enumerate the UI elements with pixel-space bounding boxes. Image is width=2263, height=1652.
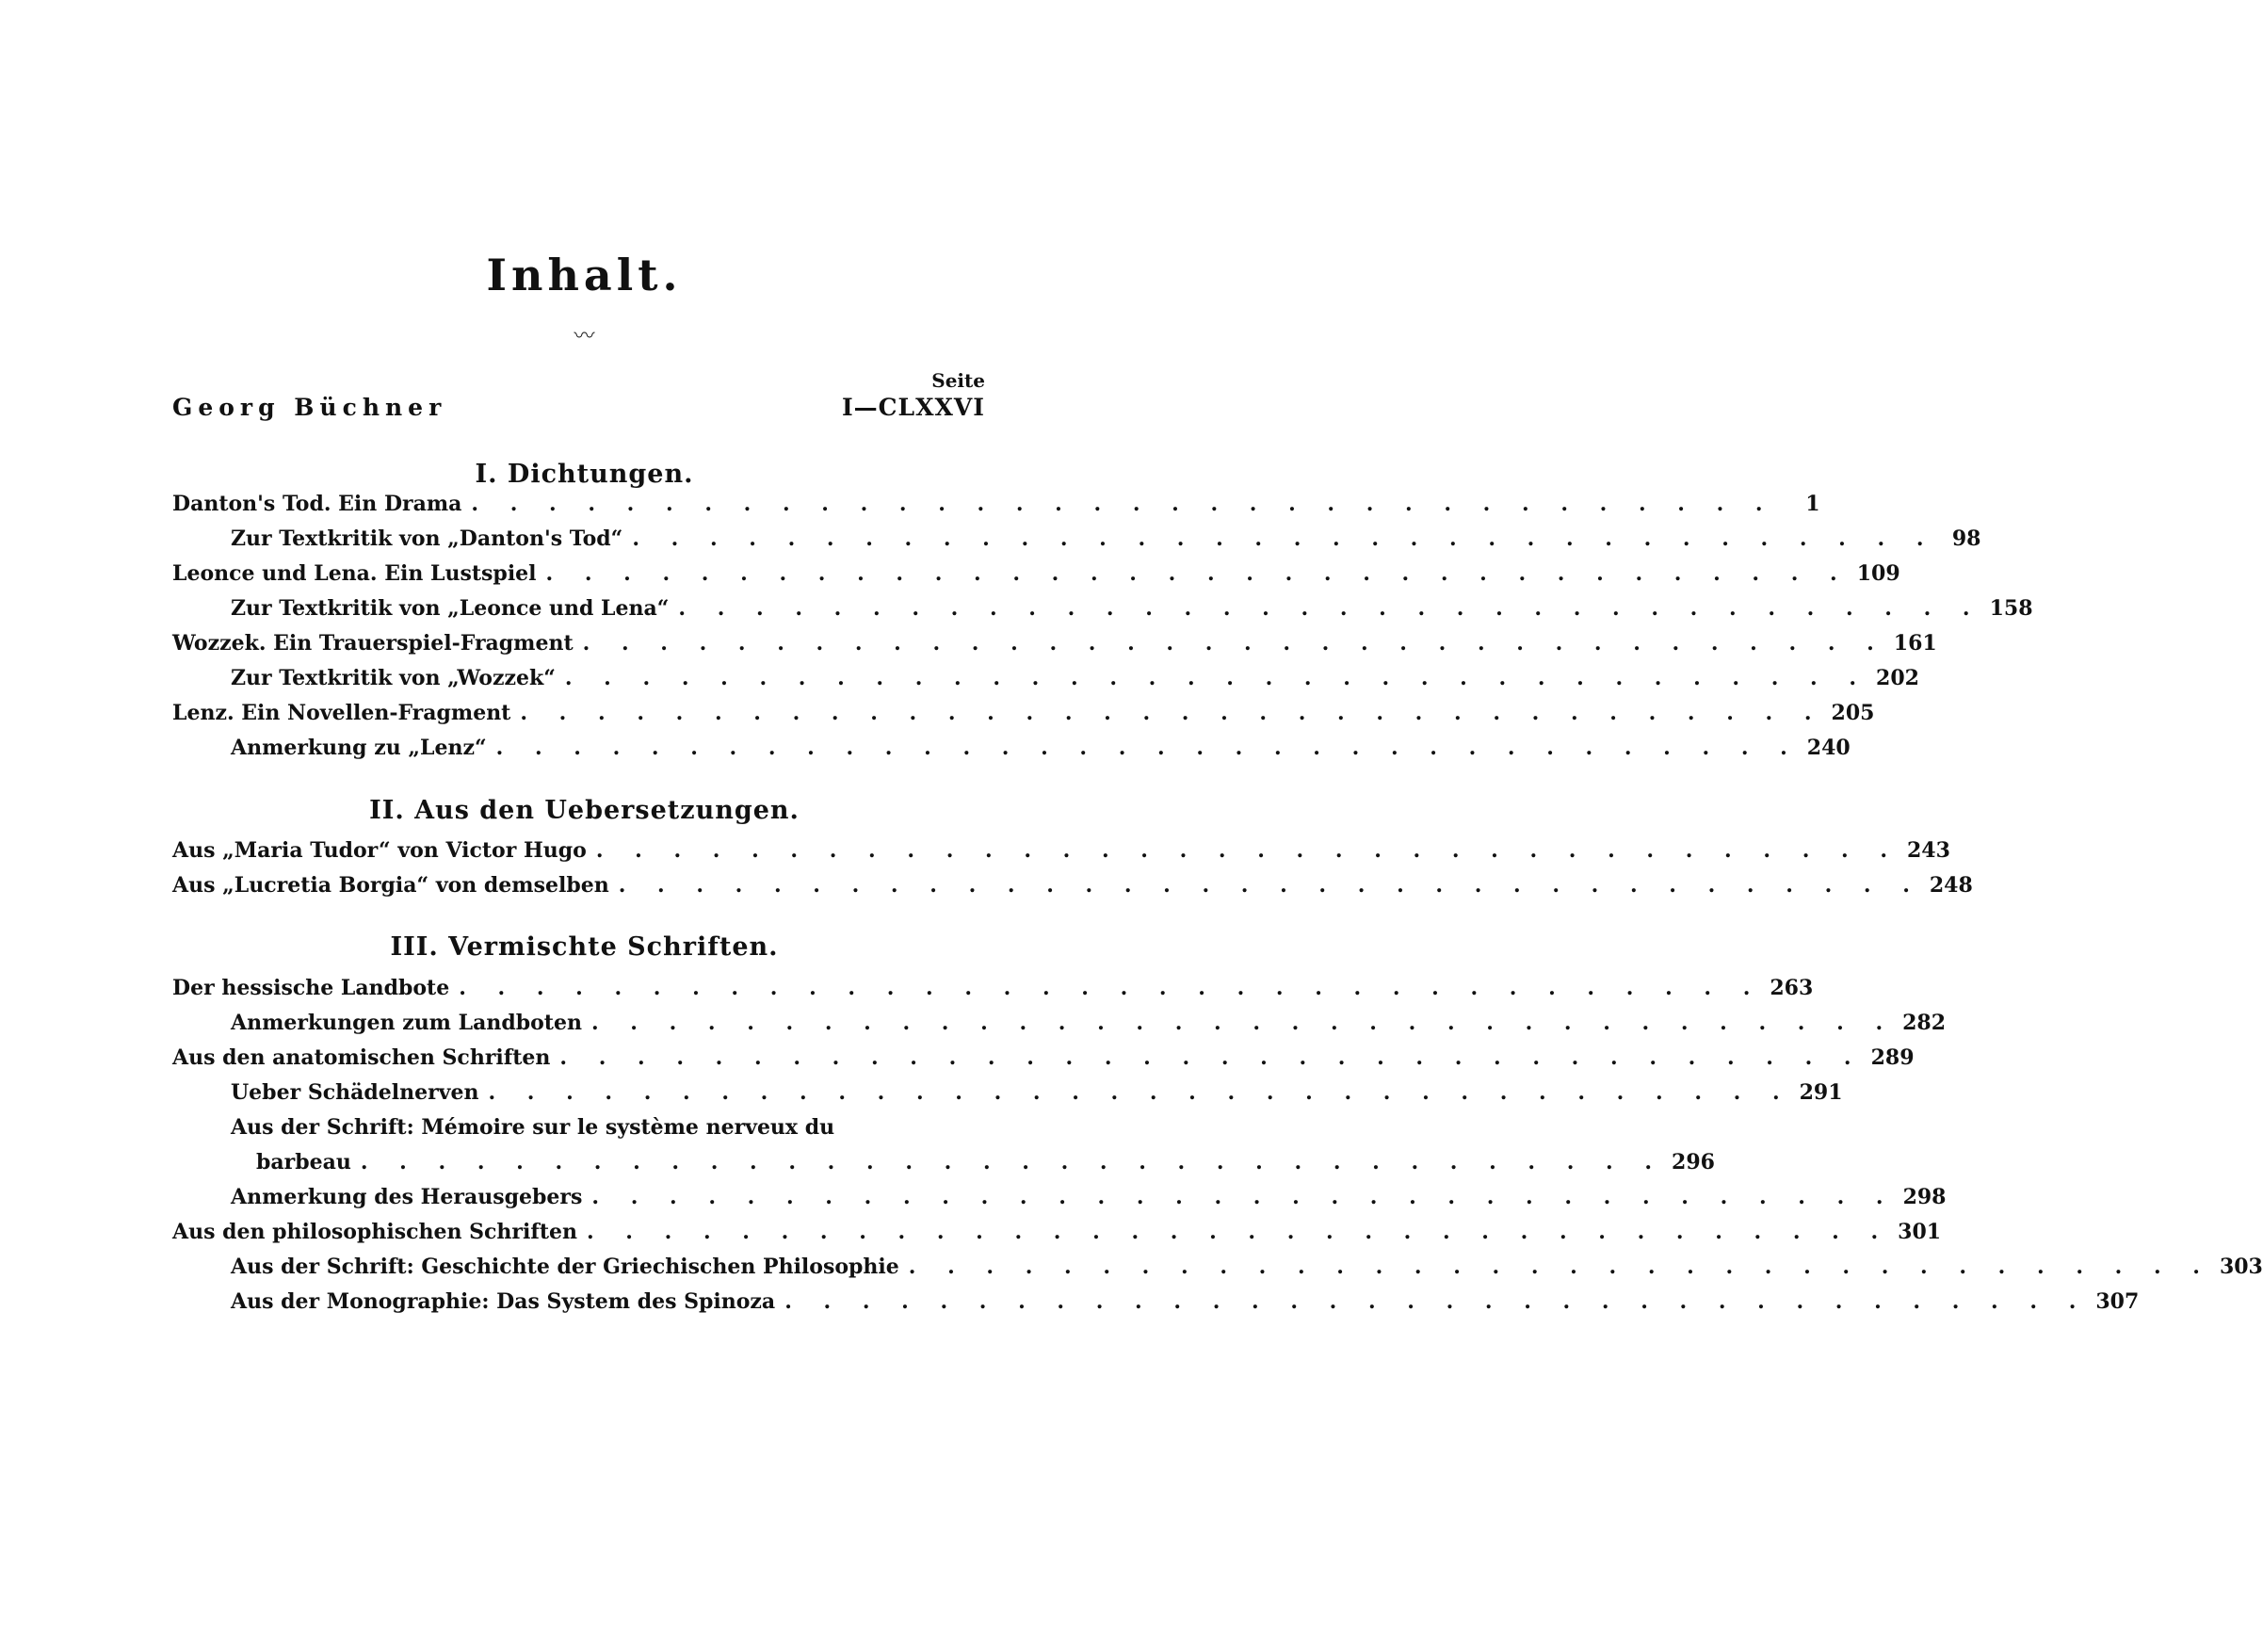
entry-title: Danton's Tod. Ein Drama bbox=[172, 492, 462, 516]
toc-entry bbox=[231, 736, 1851, 766]
leader-dots: . . . . . . . . . . . . . . . . . . . . . . . . . . . . . . . . . . bbox=[586, 1220, 1891, 1244]
entry-page: 303 bbox=[2219, 1255, 2263, 1279]
leader-dots: . . . . . . . . . . . . . . . . . . . . . . . . . . . . . . . . . . bbox=[590, 1011, 1896, 1035]
section-heading: I. Dichtungen. bbox=[475, 460, 694, 489]
toc-entry bbox=[172, 631, 1937, 661]
author-row bbox=[172, 394, 985, 421]
toc-entry bbox=[172, 838, 1950, 868]
leader-dots: . . . . . . . . . . . . . . . . . . . . . . . . . . . . . . . . . . bbox=[784, 1289, 2089, 1314]
leader-dots: . . . . . . . . . . . . . . . . . . . . . . . . . . . . . . . . . . bbox=[520, 701, 1824, 725]
toc-entry bbox=[172, 492, 1820, 522]
toc-entry bbox=[172, 701, 1875, 731]
leader-dots: . . . . . . . . . . . . . . . . . . . . . . . . . . . . . . . . . . bbox=[632, 526, 1936, 551]
section-heading: III. Vermischte Schriften. bbox=[390, 932, 779, 962]
author-name: Georg Büchner bbox=[172, 394, 447, 421]
toc-entry bbox=[256, 1150, 1715, 1180]
entry-page: 289 bbox=[1870, 1045, 1915, 1070]
toc-entry bbox=[172, 976, 1814, 1006]
entry-title-continuation: barbeau bbox=[256, 1150, 351, 1174]
leader-dots: . . . . . . . . . . . . . . . . . . . . . . . . . . . . . . . . . . bbox=[618, 873, 1922, 898]
entry-page: 202 bbox=[1876, 666, 1919, 690]
entry-page: 307 bbox=[2095, 1289, 2140, 1314]
entry-page: 291 bbox=[1799, 1080, 1843, 1105]
section-heading: II. Aus den Uebersetzungen. bbox=[369, 796, 800, 825]
entry-title: Zur Textkritik von „Wozzek“ bbox=[231, 666, 556, 690]
toc-entry bbox=[231, 1185, 1947, 1215]
leader-dots: . . . . . . . . . . . . . . . . . . . . . . . . . . . . . . . . . . bbox=[559, 1045, 1864, 1070]
leader-dots: . . . . . . . . . . . . . . . . . . . . . . . . . . . . . . . . . . bbox=[582, 631, 1886, 656]
leader-dots: . . . . . . . . . . . . . . . . . . . . . . . . . . . . . . . . . . bbox=[495, 736, 1800, 760]
entry-page: 301 bbox=[1898, 1220, 1942, 1244]
entry-page: 1 bbox=[1805, 492, 1820, 516]
toc-entry bbox=[231, 1255, 2263, 1285]
entry-title: Zur Textkritik von „Danton's Tod“ bbox=[231, 526, 623, 551]
entry-title: Lenz. Ein Novellen-Fragment bbox=[172, 701, 511, 725]
entry-title: Der hessische Landbote bbox=[172, 976, 450, 1000]
entry-page: 158 bbox=[1989, 596, 2033, 621]
leader-dots: . . . . . . . . . . . . . . . . . . . . . . . . . . . . . . . . . . bbox=[595, 838, 1899, 863]
entry-title-wrapped: Aus der Schrift: Mémoire sur le système nerveux du bbox=[231, 1115, 835, 1140]
ornament-divider: 〰 bbox=[574, 325, 595, 348]
toc-entry bbox=[231, 596, 2033, 626]
entry-page: 298 bbox=[1902, 1185, 1947, 1209]
toc-entry bbox=[172, 561, 1900, 591]
entry-page: 263 bbox=[1770, 976, 1814, 1000]
entry-page: 243 bbox=[1907, 838, 1950, 863]
leader-dots: . . . . . . . . . . . . . . . . . . . . . . . . . . . . . . . . . . bbox=[545, 561, 1850, 586]
toc-entry bbox=[231, 1011, 1947, 1041]
entry-title: Anmerkung des Herausgebers bbox=[231, 1185, 583, 1209]
toc-entry bbox=[231, 666, 1919, 696]
entry-title: Zur Textkritik von „Leonce und Lena“ bbox=[231, 596, 670, 621]
entry-page: 240 bbox=[1806, 736, 1851, 760]
entry-title: Ueber Schädelnerven bbox=[231, 1080, 479, 1105]
author-pages: I—CLXXVI bbox=[841, 394, 985, 421]
leader-dots: . . . . . . . . . . . . . . . . . . . . . . . . . . . . . . . . . . bbox=[591, 1185, 1896, 1209]
entry-page: 282 bbox=[1902, 1011, 1947, 1035]
toc-entry bbox=[231, 1289, 2140, 1320]
entry-page: 109 bbox=[1856, 561, 1900, 586]
entry-title: Wozzek. Ein Trauerspiel-Fragment bbox=[172, 631, 574, 656]
toc-entry bbox=[172, 1220, 1942, 1250]
entry-title: Anmerkung zu „Lenz“ bbox=[231, 736, 487, 760]
leader-dots: . . . . . . . . . . . . . . . . . . . . . . . . . . . . . . . . . . bbox=[908, 1255, 2212, 1279]
entry-page: 296 bbox=[1672, 1150, 1715, 1174]
entry-title: Aus den philosophischen Schriften bbox=[172, 1220, 577, 1244]
page-column-label: Seite bbox=[931, 369, 985, 392]
entry-title: Aus der Monographie: Das System des Spinoza bbox=[231, 1289, 776, 1314]
entry-title: Aus der Schrift: Geschichte der Griechischen Philosophie bbox=[231, 1255, 899, 1279]
leader-dots: . . . . . . . . . . . . . . . . . . . . . . . . . . . . . . . . . . bbox=[471, 492, 1775, 516]
toc-entry bbox=[172, 1045, 1915, 1076]
toc-entry bbox=[231, 526, 1981, 557]
entry-page: 98 bbox=[1951, 526, 1981, 551]
entry-title: Anmerkungen zum Landboten bbox=[231, 1011, 582, 1035]
entry-title: Aus den anatomischen Schriften bbox=[172, 1045, 551, 1070]
entry-title: Aus „Lucretia Borgia“ von demselben bbox=[172, 873, 609, 898]
entry-title: Leonce und Lena. Ein Lustspiel bbox=[172, 561, 537, 586]
entry-page: 248 bbox=[1929, 873, 1973, 898]
page-title: Inhalt. bbox=[486, 250, 683, 300]
toc-entry bbox=[231, 1080, 1843, 1110]
entry-page: 205 bbox=[1831, 701, 1875, 725]
leader-dots: . . . . . . . . . . . . . . . . . . . . . . . . . . . . . . . . . . bbox=[360, 1150, 1665, 1174]
toc-entry bbox=[172, 873, 1973, 903]
leader-dots: . . . . . . . . . . . . . . . . . . . . . . . . . . . . . . . . . . bbox=[564, 666, 1869, 690]
entry-page: 161 bbox=[1893, 631, 1937, 656]
leader-dots: . . . . . . . . . . . . . . . . . . . . . . . . . . . . . . . . . . bbox=[488, 1080, 1792, 1105]
leader-dots: . . . . . . . . . . . . . . . . . . . . . . . . . . . . . . . . . . bbox=[459, 976, 1763, 1000]
leader-dots: . . . . . . . . . . . . . . . . . . . . . . . . . . . . . . . . . . bbox=[678, 596, 1982, 621]
entry-title: Aus „Maria Tudor“ von Victor Hugo bbox=[172, 838, 587, 863]
